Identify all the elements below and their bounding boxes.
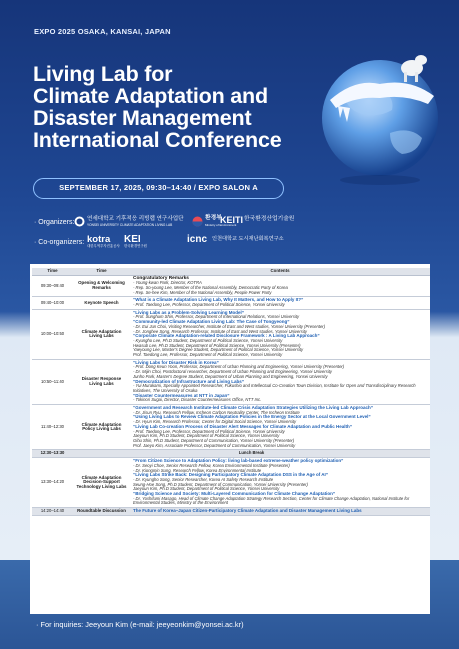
talk-title: “Government and Research Institute-led Climate Crisis Adaptation Strategies Utilizing the Living Lab Approach”	[133, 405, 373, 411]
table-row	[32, 359, 430, 404]
row-session: Roundtable Discussion	[73, 508, 130, 516]
row-contents	[130, 275, 430, 297]
row-session: Keynote Speech	[73, 297, 130, 309]
speaker-line: Hwasub Lee, Ph.D Student, Department of Political Science, Yonsei University (Presenter)	[133, 342, 301, 348]
talk-title: “Living Lab Co-creation Process of Disaster Alert Messages for Climate Adaptation and Public Health”	[133, 423, 352, 429]
speaker-line: Seung-Hoe Song, Ph.D Student, Department of Communication, Yonsei University (Presenter)	[133, 481, 308, 487]
melting-globe-illustration	[300, 38, 450, 188]
row-time: 09:40–10:00	[32, 297, 73, 309]
speaker-line: - Rep. So-young Lee, Member of the National Assembly, Democratic Party of Korea	[133, 284, 288, 290]
speaker-line: - Dr. Eui Jun Choi, Visiting Researcher, Institute of East and West studies, Yonsei University (Presenter)	[133, 323, 326, 329]
table-row	[32, 275, 430, 297]
row-session: Opening & Welcoming Remarks	[73, 275, 130, 297]
title-line: International Conference	[33, 128, 282, 152]
speaker-line: - Dr. Seoyi Choe, Senior Research Fellow, Korea Environmental Institute (Presenter)	[133, 462, 290, 468]
row-time: 10:50–11:40	[32, 359, 73, 404]
row-time: 11:40–12:30	[32, 405, 73, 450]
speaker-line: Junho Park, Master's Degree Student, Department of Urban Planning and Engineering, Yonsei University	[133, 373, 328, 379]
date-venue-badge: SEPTEMBER 17, 2025, 09:30–14:40 / EXPO SALON A	[33, 178, 284, 199]
row-time: 13:30–14:20	[32, 458, 73, 508]
organizers-label: · Organizers:	[34, 219, 75, 226]
table-row	[32, 508, 430, 516]
talk-title: “Living Labs for Disaster Risk in Korea”	[133, 359, 219, 365]
talk-title: “Democratization of Infrastructure and Living Labs”	[133, 378, 245, 384]
talk-title: “Bridging Science and Society: Multi-Layered Communication for Climate Change Adaptation”	[133, 491, 336, 497]
speaker-line: Prof. Taedong Lee, Professor, Department of Political Science, Yonsei University	[133, 352, 283, 358]
row-session: Disaster Response Living Labs	[73, 359, 130, 404]
row-time: 14:20–14:40	[32, 508, 73, 516]
remarks-heading: Congratulatory Remarks	[133, 275, 189, 281]
table-row	[32, 297, 430, 309]
column-header: Time	[32, 268, 73, 275]
title-line: Climate Adaptation and	[33, 84, 268, 108]
row-session: Climate Adaptation Policy Living Labs	[73, 405, 130, 450]
speaker-line: Jaeyoun Kim, Ph.D Student, Department of Political Science, Yonsei University	[133, 433, 280, 439]
speaker-line: Gihu Shin, Ph.D Student, Department of Communication, Yonsei University (Presenter)	[133, 438, 295, 443]
speaker-line: Prof. Jaeyo Kim, Associate Professor, Department of Communication, Yonsei University	[133, 442, 296, 448]
speaker-line: - Dr. Yoshifumi Masago, Head of Climate Change Adaptation Strategy Research Section, Center for Climate Change Adaptation, National Institute for Environmental Studies, Ministry of the Environment	[133, 495, 410, 506]
row-session: Climate Adaptation Living Labs	[73, 309, 130, 359]
talk-title: “Living Labs as a Problem-Solving Learning Model”	[133, 309, 245, 315]
speaker-line: - Tokinori Sugai, Director, Disaster Countermeasures Office, NTT Inc.	[133, 397, 262, 403]
speaker-line: - Prof. Taedong Lee, Professor, Department of Political Science, Yonsei University	[133, 428, 285, 434]
speaker-line: - Young-kwan Park, Director, KOTRA	[133, 280, 202, 286]
program-table	[32, 268, 430, 516]
moe-emblem-icon	[192, 216, 203, 227]
speaker-line: - Prof. Dong Keun Yoon, Professor, Department of Urban Planning and Engineering, Yonsei University (Presenter)	[133, 364, 345, 370]
row-contents	[130, 405, 430, 450]
speaker-line: - Dr. Jisun Ryu, Research Fellow, Incheon Carbon Neutrality Center, The Incheon Institute	[133, 409, 300, 415]
lunch-break: Lunch Break	[73, 450, 430, 458]
co-organizers-label: · Co-organizers:	[34, 239, 85, 246]
table-row	[32, 450, 430, 458]
speaker-line: - Dr. Kiongmin Sung, Research Fellow, Korea Environmental Institute	[133, 467, 262, 473]
title-line: Living Lab for	[33, 62, 173, 86]
talk-title: The Future of Korea–Japan Citizen-Participatory Climate Adaptation and Disaster Management Living Labs	[133, 508, 362, 514]
speaker-line: Jaeyoun Kim, Ph.D Student, Department of Political Science, Yonsei University	[133, 486, 280, 492]
speaker-line: - Dr. Hyun Kim, Research Professor, Center for Digital Social Science, Yonsei University	[133, 419, 297, 425]
row-time: 09:30–09:40	[32, 275, 73, 297]
row-contents	[130, 508, 430, 516]
talk-title: “Using Living Labs to Review Climate Adaptation Policies in the Energy Sector at the Local Government Level”	[133, 414, 371, 420]
conference-title	[33, 63, 293, 151]
talk-title: “From Citizen Science to Adaptation Policy: living lab-based extreme-weather policy optimization”	[133, 458, 344, 464]
event-tag: EXPO 2025 OSAKA, KANSAI, JAPAN	[34, 27, 171, 36]
speaker-line: - Dr. Jonghee Song, Research Professor, Institute of East and West studies, Yonsei University	[133, 328, 308, 334]
row-contents	[130, 309, 430, 359]
speaker-line: - Rep. Se-hee Kim, Member of the National Assembly, People Power Party	[133, 289, 272, 295]
row-session: Climate Adaptation Decision-Support Technology Living Labs	[73, 458, 130, 508]
speaker-line: - Kyungho Lee, Ph.D Student, Department of Political Science, Yonsei University	[133, 337, 283, 343]
talk-title: “Community-led Climate Adaptation Living Lab: The Case of Tongyeong”	[133, 319, 290, 325]
row-contents	[130, 458, 430, 508]
row-contents	[130, 297, 430, 309]
speaker-line: - Yui Murakami, Specially Appointed Researcher, Fukushio and Intellectual Co-Creation Town Division, Institute for Open and Transdisciplinary Research Initiatives, The University of Osaka	[133, 383, 416, 393]
yonsei-emblem-icon	[74, 216, 85, 227]
talk-title: “What is a Climate Adaptation Living Lab, Why It Matters, and How to Apply It?”	[133, 297, 304, 303]
row-time: 12:30–13:30	[32, 450, 73, 458]
table-header-row	[32, 268, 430, 275]
speaker-line: - Prof. Taedong Lee, Professor, Department of Political Science, Yonsei University	[133, 302, 285, 308]
column-header: Time	[73, 268, 130, 275]
title-line: Disaster Management	[33, 106, 252, 130]
table-row	[32, 309, 430, 359]
speaker-line: - Prof. Sunghum Shin, Professor, Department of International Relations, Yonsei University	[133, 314, 300, 320]
talk-title: “Corporate Climate Adaptation-related Disclosure Framework : A Living Lab Approach”	[133, 333, 320, 339]
row-contents	[130, 359, 430, 404]
speaker-line: - Dr. Mijin Choi, Postdoctoral researcher, Department of Urban Planning and Engineering, Yonsei University	[133, 369, 333, 375]
speaker-line: - Dr. Kyungho Song, Senior Researcher, Korea AI Safety Research Institute	[133, 476, 274, 482]
talk-title: “Living Labs Strike Back: Designing Participatory Climate Adaptation DSS in the Age of AI”	[133, 472, 329, 478]
table-row	[32, 458, 430, 508]
row-time: 10:00–10:50	[32, 309, 73, 359]
inquiry-contact: · For inquiries: Jeeyoun Kim (e-mail: jeeyeonkim@yonsei.ac.kr)	[36, 620, 244, 629]
speaker-line: Yaeyoung Lee, Master's Degree Student, Department of Political Science, Yonsei University	[133, 347, 304, 353]
column-header: Contents	[130, 268, 430, 275]
talk-title: “Disaster Countermeasures at NTT in Japan”	[133, 392, 230, 398]
table-row	[32, 405, 430, 450]
